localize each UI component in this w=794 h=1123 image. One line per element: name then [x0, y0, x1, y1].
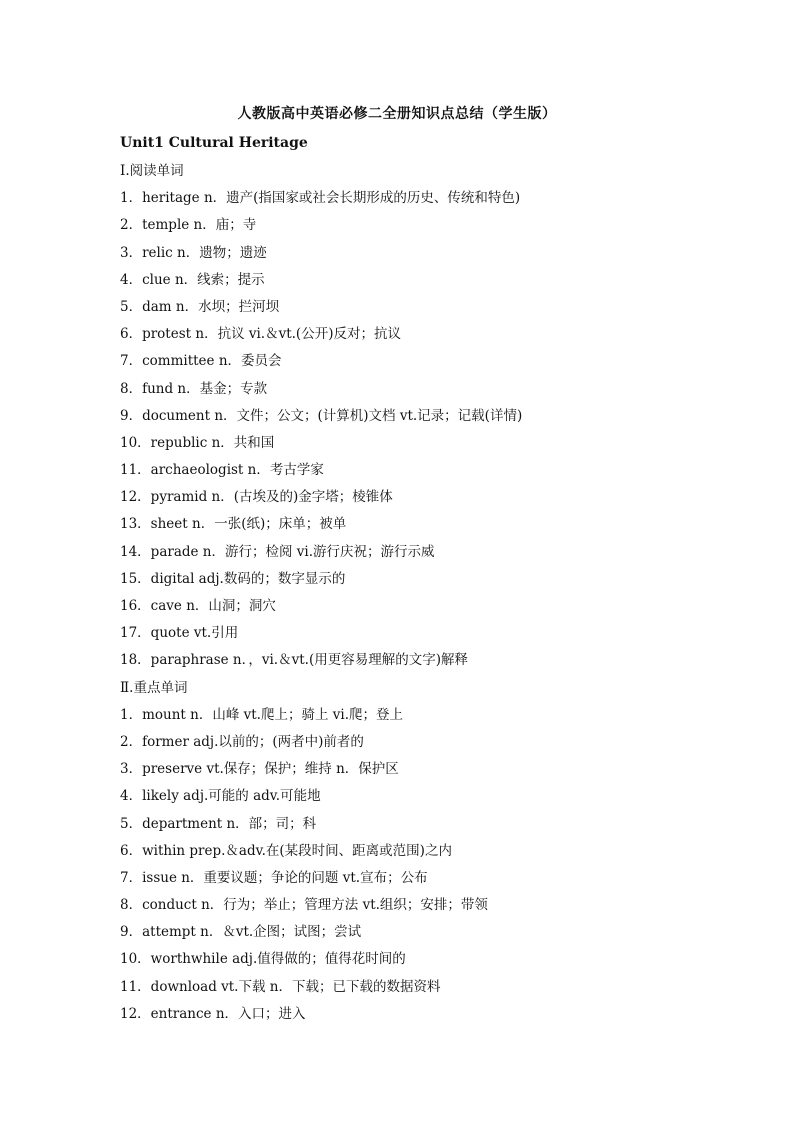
- vocab-entry: 2．temple n．庙；寺: [120, 217, 257, 234]
- vocab-entry: 3．preserve vt.保存；保护；维持 n．保护区: [120, 761, 399, 778]
- vocab-entry: 9．document n．文件；公文；(计算机)文档 vt.记录；记载(详情): [120, 407, 523, 424]
- vocab-entry: 6．protest n．抗议 vi.＆vt.(公开)反对；抗议: [120, 326, 401, 343]
- vocab-entry: 8．conduct n．行为；举止；管理方法 vt.组织；安排；带领: [120, 897, 488, 914]
- section-heading: Ⅰ.阅读单词: [120, 163, 184, 179]
- vocab-entry: 1．heritage n．遗产(指国家或社会长期形成的历史、传统和特色): [120, 190, 521, 207]
- vocabulary-list: [120, 158, 760, 1028]
- vocab-entry: 13．sheet n．一张(纸)；床单；被单: [120, 516, 347, 533]
- vocab-entry: 7．issue n．重要议题；争论的问题 vt.宣布；公布: [120, 869, 428, 886]
- vocab-entry: 14．parade n．游行；检阅 vi.游行庆祝；游行示威: [120, 543, 435, 560]
- vocab-entry: 9．attempt n．＆vt.企图；试图；尝试: [120, 924, 362, 941]
- vocab-entry: 10．republic n．共和国: [120, 434, 275, 451]
- vocab-entry: 5．department n．部；司；科: [120, 815, 317, 832]
- vocab-entry: 7．committee n．委员会: [120, 353, 282, 370]
- vocab-entry: 11．archaeologist n．考古学家: [120, 462, 324, 479]
- vocab-entry: 4．likely adj.可能的 adv.可能地: [120, 788, 321, 805]
- vocab-entry: 12．pyramid n．(古埃及的)金字塔；棱锥体: [120, 489, 393, 506]
- vocab-entry: 3．relic n．遗物；遗迹: [120, 244, 267, 261]
- vocab-entry: 15．digital adj.数码的；数字显示的: [120, 570, 346, 587]
- vocab-entry: 16．cave n．山洞；洞穴: [120, 598, 276, 614]
- vocab-entry: 1．mount n．山峰 vt.爬上；骑上 vi.爬；登上: [120, 706, 403, 723]
- vocab-entry: 11．download vt.下载 n．下载；已下载的数据资料: [120, 978, 441, 995]
- vocab-entry: 5．dam n．水坝；拦河坝: [120, 298, 280, 315]
- vocab-entry: 2．former adj.以前的；(两者中)前者的: [120, 733, 364, 750]
- section-heading: Ⅱ.重点单词: [120, 679, 188, 696]
- vocab-entry: 18．paraphrase n．，vi.＆vt.(用更容易理解的文字)解释: [120, 652, 468, 669]
- vocab-entry: 6．within prep.＆adv.在(某段时间、距离或范围)之内: [120, 842, 452, 859]
- vocab-entry: 4．clue n．线索；提示: [120, 271, 265, 288]
- unit-heading: Unit1 Cultural Heritage: [120, 135, 308, 151]
- vocab-entry: 12．entrance n．入口；进入: [120, 1005, 306, 1022]
- vocab-entry: 10．worthwhile adj.值得做的；值得花时间的: [120, 951, 406, 968]
- vocab-entry: 17．quote vt.引用: [120, 625, 239, 642]
- page-title: 人教版高中英语必修二全册知识点总结（学生版）: [237, 106, 557, 122]
- vocab-entry: 8．fund n．基金；专款: [120, 380, 268, 397]
